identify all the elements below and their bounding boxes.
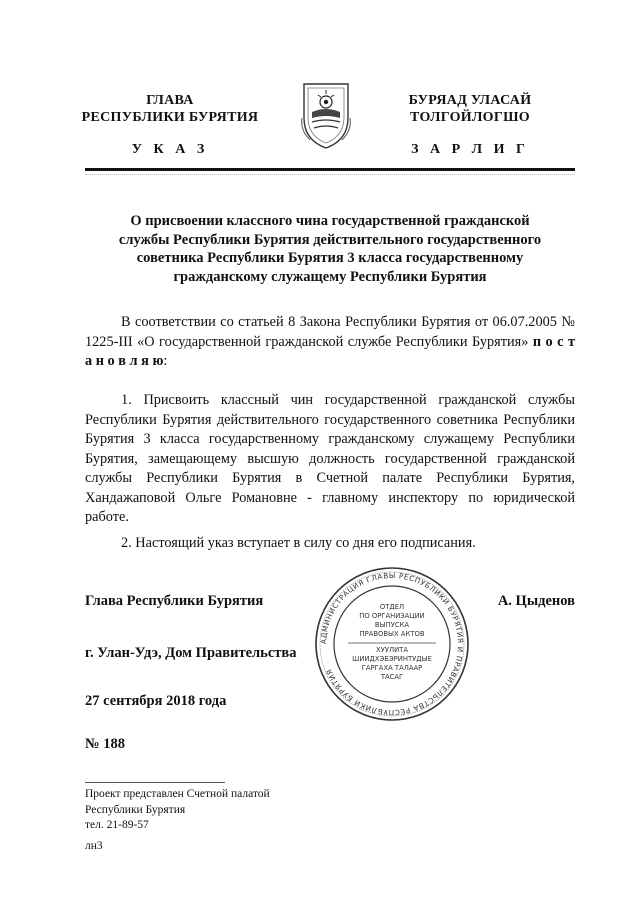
preamble-text: В соответствии со статьей 8 Закона Республики Бурятия от 06.07.2005 № 1225-III «О государственной гражданской службе Республики Бурятия» (85, 314, 575, 350)
signatory-position: Глава Республики Бурятия (85, 593, 264, 609)
clause-2: 2. Настоящий указ вступает в силу со дня его подписания. (121, 535, 476, 551)
decree-number: № 188 (85, 736, 125, 752)
title-line-3: советника Республики Бурятия 3 класса государственному (136, 250, 524, 267)
stamp-line-6: ШИИДХЭБЭРИНТУДЫЕ (352, 655, 432, 663)
stamp-line-3: ВЫПУСКА (374, 621, 410, 629)
footer-divider (85, 782, 225, 783)
title-line-2: службы Республики Бурятия действительного государственного (118, 231, 542, 248)
document-title (85, 212, 575, 286)
stamp-line-7: ГАРГАХА ТАЛААР (361, 664, 423, 672)
footer-code: лн3 (85, 840, 103, 852)
stamp-line-2: ПО ОРГАНИЗАЦИИ (359, 612, 425, 620)
doc-type-left: У К А З (131, 142, 209, 157)
signatory-name: А. Цыденов (497, 593, 575, 609)
issuer-left-line1: ГЛАВА (146, 93, 194, 108)
issuer-left (60, 92, 280, 126)
preamble-paragraph (85, 313, 575, 372)
official-seal-stamp (312, 564, 472, 724)
header-dotted-line (85, 174, 575, 175)
stamp-outer-text: АДМИНИСТРАЦИЯ ГЛАВЫ РЕСПУБЛИКИ БУРЯТИЯ И ПРАВИТЕЛЬСТВА РЕСПУБЛИКИ БУРЯТИЯ (318, 570, 466, 718)
issuer-right-line1: БУРЯАД УЛАСАЙ (408, 93, 532, 108)
doc-type-right: З А Р Л И Г (411, 142, 529, 157)
stamp-line-5: ХУУЛИТА (376, 646, 408, 654)
issuer-right-line2: ТОЛГОЙЛОГШО (410, 110, 530, 125)
title-line-4: гражданскому служащему Республики Бурятия (173, 268, 487, 285)
stamp-line-4: ПРАВОВЫХ АКТОВ (359, 630, 425, 638)
title-line-1: О присвоении классного чина государственной гражданской (130, 213, 530, 229)
coat-of-arms-emblem (298, 78, 354, 150)
stamp-line-8: ТАСАГ (380, 673, 404, 681)
clause-1: 1. Присвоить классный чин государственной гражданской службы Республики Бурятия действительного государственного советника Республики Бурятия 3 класса государственному гражданскому служащему Республики Бурятия, замещающему высшую должность государственной гражданской службы Республики Бурятия в Счетной палате Республики Бурятия, Хандажаповой Ольге Романовне - главному инспектору по юридической работе. (85, 392, 575, 525)
decree-word: п о с т а н о в л я ю (85, 333, 576, 369)
footer-line-2: Республики Бурятия (85, 803, 186, 816)
decree-date: 27 сентября 2018 года (85, 693, 227, 709)
footer-line-1: Проект представлен Счетной палатой (85, 788, 270, 800)
stamp-line-1: ОТДЕЛ (379, 603, 405, 611)
preamble-colon: : (163, 353, 168, 369)
issuer-left-line2: РЕСПУБЛИКИ БУРЯТИЯ (81, 110, 259, 125)
header-divider (85, 168, 575, 171)
svg-text:АДМИНИСТРАЦИЯ ГЛАВЫ РЕСПУБЛИКИ (319, 571, 465, 717)
issuer-right (370, 92, 570, 126)
footer-note (85, 787, 270, 834)
signing-place: г. Улан-Удэ, Дом Правительства (85, 645, 297, 661)
footer-phone: тел. 21-89-57 (85, 819, 149, 831)
